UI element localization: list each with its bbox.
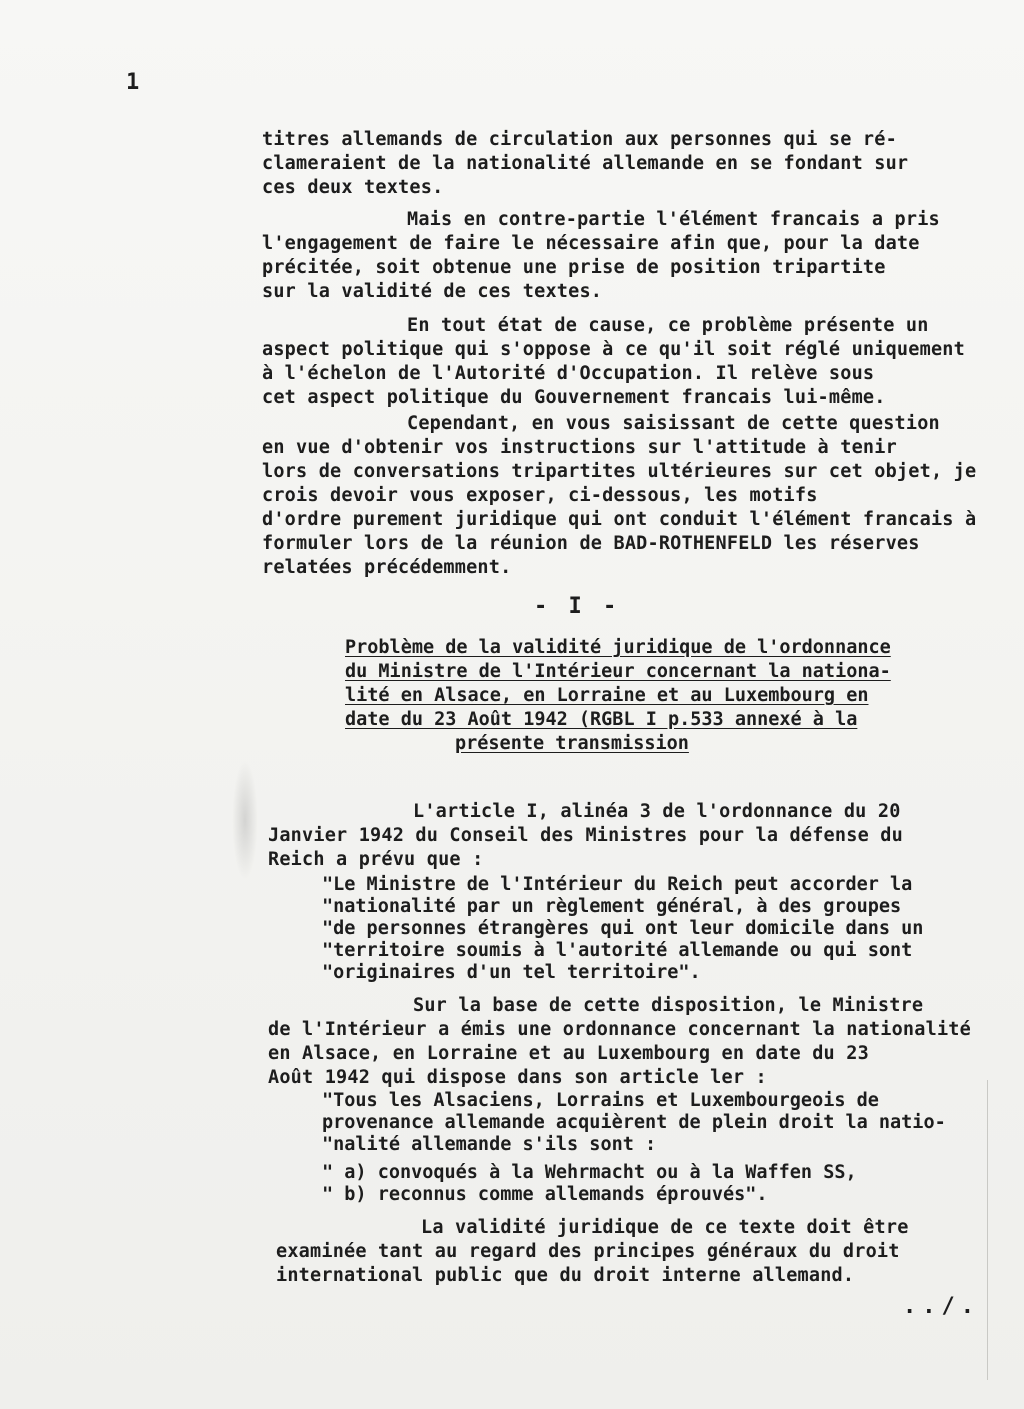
paragraph-text: L'article I, alinéa 3 de l'ordonnance du 20 Janvier 1942 du Conseil des Ministres pour la défense du Reich a prévu que : — [268, 801, 903, 870]
paragraph-top-1 — [262, 128, 982, 200]
paragraph-base — [268, 994, 988, 1090]
paragraph-text: En tout état de cause, ce problème présente un aspect politique qui s'oppose à ce qu'il soit réglé uniquement à l'échelon de l'Autorité d'Occupation. Il relève sous cet aspect politique du Gouvernement francais lui-même. — [262, 315, 965, 408]
paragraph-top-2 — [262, 208, 982, 304]
heading-line: du Ministre de l'Intérieur concernant la nationa- — [345, 661, 891, 682]
paragraph-text: titres allemands de circulation aux personnes qui se ré- clameraient de la nationalité allemande en se fondant sur ces deux textes. — [262, 129, 909, 198]
heading-line: lité en Alsace, en Lorraine et au Luxembourg en — [345, 685, 869, 706]
paragraph-top-3 — [262, 314, 982, 410]
quote-block-1 — [322, 874, 992, 984]
paragraph-article — [268, 800, 988, 872]
paragraph-text: Mais en contre-partie l'élément francais a pris l'engagement de faire le nécessaire afin que, pour la date précitée, soit obtenue une prise de position tripartite sur la validité de ces textes. — [262, 209, 940, 302]
heading-line: Problème de la validité juridique de l'ordonnance — [345, 637, 891, 658]
paragraph-text: La validité juridique de ce texte doit être examinée tant au regard des principes généraux du droit international public que du droit interne allemand. — [276, 1217, 909, 1286]
section-marker: - I - — [534, 594, 621, 619]
scan-smudge — [232, 760, 258, 880]
paragraph-text: Cependant, en vous saisissant de cette question en vue d'obtenir vos instructions sur l'attitude à tenir lors de conversations tripartites ultérieures sur cet objet, je crois devoir vous exposer, ci-dessous, les motifs d'ordre purement juridique qui ont conduit l'élément francais à formuler lors de la réunion de BAD-ROTHENFELD les réserves relatées précédemment. — [262, 413, 977, 578]
quote-block-2 — [322, 1090, 992, 1156]
section-heading — [345, 636, 955, 756]
paragraph-text: Sur la base de cette disposition, le Ministre de l'Intérieur a émis une ordonnance concernant la nationalité en Alsace, en Lorraine et au Luxembourg en date du 23 Août 1942 qui dispose dans son article ler : — [268, 995, 971, 1088]
paragraph-top-4 — [262, 412, 982, 580]
quote-item-a: " a) convoqués à la Wehrmacht ou à la Waffen SS, — [322, 1162, 857, 1183]
quote-text: "Tous les Alsaciens, Lorrains et Luxembourgeois de provenance allemande acquièrent de plein droit la natio- "nalité allemande s'ils sont : — [322, 1090, 946, 1155]
continuation-mark: ../. — [903, 1294, 980, 1319]
paragraph-validity — [276, 1216, 996, 1288]
quote-text: "Le Ministre de l'Intérieur du Reich peut accorder la "nationalité par un règlement général, à des groupes "de personnes étrangères qui ont leur domicile dans un "territoire soumis à l'autorité allemande ou qui sont "originaires d'un tel territoire". — [322, 874, 924, 983]
quote-items — [322, 1162, 992, 1206]
page-number: 1 — [126, 70, 140, 95]
heading-line: présente transmission — [455, 733, 689, 754]
heading-line: date du 23 Août 1942 (RGBL I p.533 annexé à la — [345, 709, 858, 730]
quote-item-b: " b) reconnus comme allemands éprouvés". — [322, 1184, 768, 1205]
